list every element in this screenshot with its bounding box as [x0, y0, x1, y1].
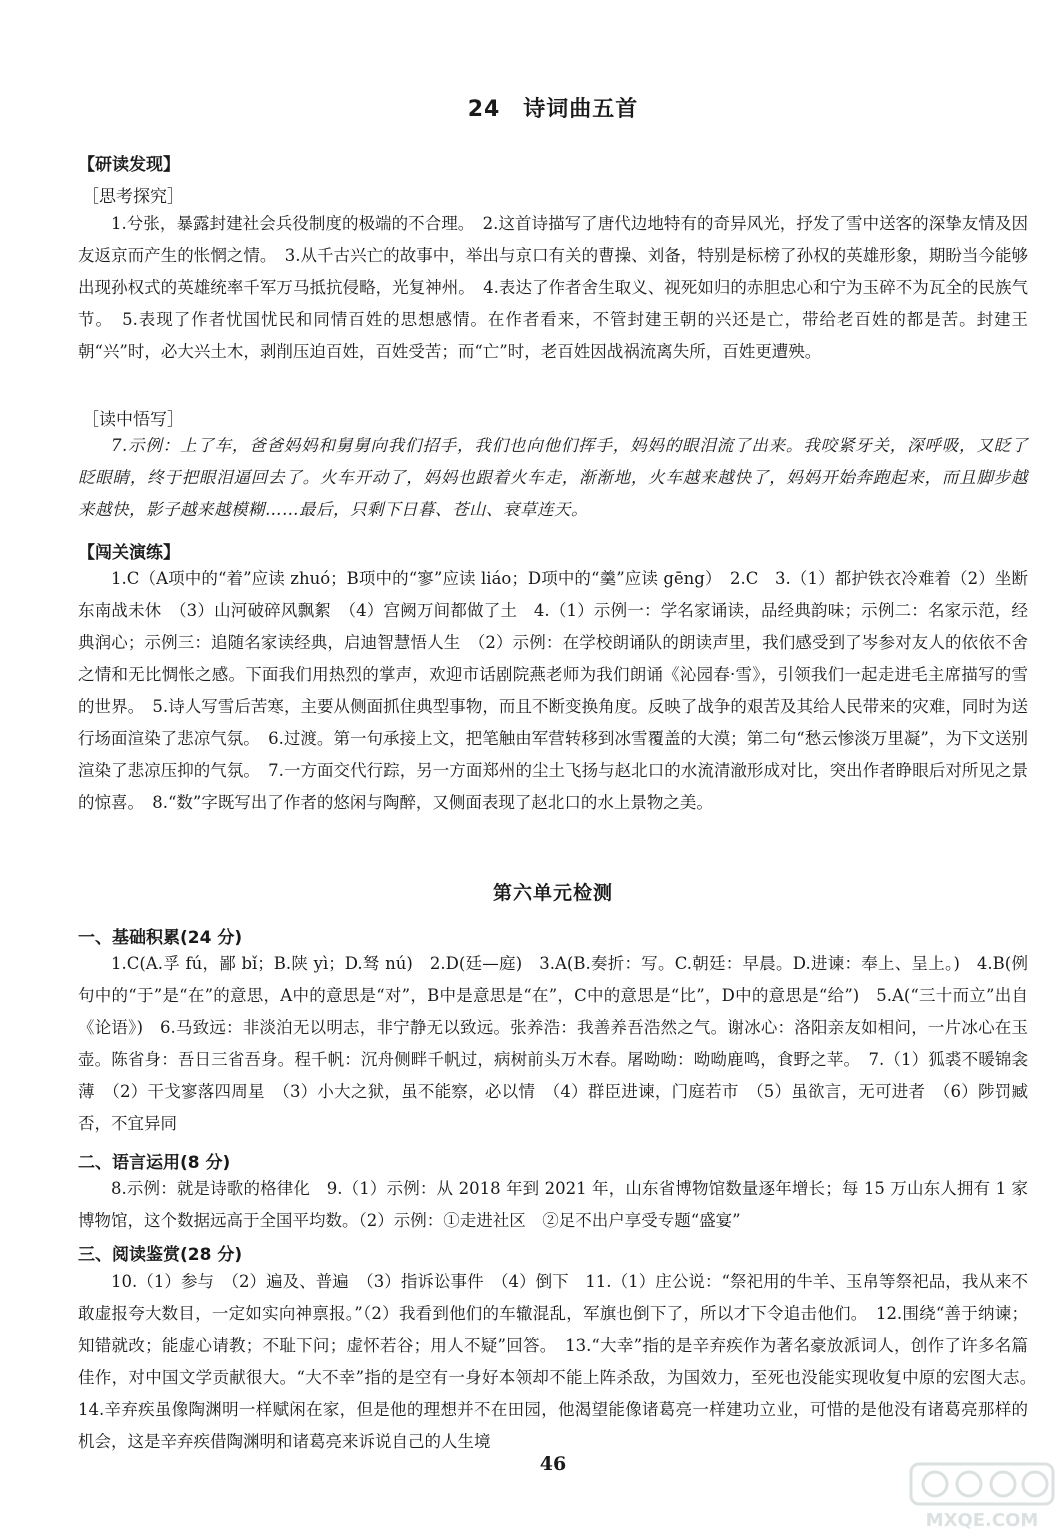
basic-heading: 一、基础积累(24 分) — [78, 928, 243, 948]
basic-answers: 1.C(A.孚 fú，鄙 bǐ；B.陕 yì；D.驽 nú) 2.D(廷—庭) 3.A(B.奏折：写。C.朝廷：早晨。D.进谏：奉上、呈上。) 4.B(例句中的“于”是“在”的意思，A中的意思是“对”，B中是意思是“在”，C中的意思是“比”，D中的意思是“给”) 5.A(“三十而立”出自《论语》) 6.马致远：非淡泊无以明志，非宁静无以致远。张养浩：我善养吾浩然之气。谢冰心：洛阳亲友如相问，一片冰心在玉壶。陈省身：吾日三省吾身。程千帆：沉舟侧畔千帆过，病树前头万木春。屠呦呦：呦呦鹿鸣，食野之苹。 7.（1）狐裘不暖锦衾薄 （2）干戈寥落四周星 （3）小大之狱，虽不能察，必以情 （4）群臣进谏，门庭若市 （5）虽欲言，无可进者 （6）陟罚臧否，不宜异同 — [78, 954, 1028, 1133]
reading-answers: 10.（1）参与 （2）遍及、普遍 （3）指诉讼事件 （4）倒下 11.（1）庄公说：“祭祀用的牛羊、玉帛等祭祀品，我从来不敢虚报夸大数目，一定如实向神禀报。”（2）我看到他们的车辙混乱，军旗也倒下了，所以才下令追击他们。 12.围绕“善于纳谏；知错就改；能虚心请教；不耻下问；虚怀若谷；用人不疑”回答。 13.“大幸”指的是辛弃疾作为著名豪放派词人，创作了许多名篇佳作，对中国文学贡献很大。“大不幸”指的是空有一身好本领却不能上阵杀敌，为国效力，至死也没能实现收复中原的宏图大志。 14.辛弃疾虽像陶渊明一样赋闲在家，但是他的理想并不在田园，他渴望能像诸葛亮一样建功立业，可惜的是他没有诸葛亮那样的机会，这是辛弃疾借陶渊明和诸葛亮来诉说自己的人生境 — [78, 1272, 1045, 1451]
watermark-text: MXQE.COM — [925, 1510, 1039, 1531]
watermark-logo — [907, 1460, 1057, 1532]
page-number: 46 — [539, 1453, 567, 1475]
think-subheading: ［思考探究］ — [82, 187, 184, 207]
practice-heading: 【闯关演练】 — [78, 543, 180, 563]
language-answers: 8.示例：就是诗歌的格律化 9.（1）示例：从 2018 年到 2021 年，山东省博物馆数量逐年增长；每 15 万山东人拥有 1 家博物馆，这个数据远高于全国平均数。（2）示例：①走进社区 ②足不出户享受专题“盛宴” — [78, 1179, 1028, 1230]
think-answers: 1.兮张，暴露封建社会兵役制度的极端的不合理。 2.这首诗描写了唐代边地特有的奇异风光，抒发了雪中送客的深挚友情及因友返京而产生的怅惘之情。 3.从千古兴亡的故事中，举出与京口有关的曹操、刘备，特别是标榜了孙权的英雄形象，期盼当今能够出现孙权式的英雄统率千军万马抵抗侵略，光复神州。 4.表达了作者舍生取义、视死如归的赤胆忠心和宁为玉碎不为瓦全的民族气节。 5.表现了作者忧国忧民和同情百姓的思想感情。在作者看来，不管封建王朝的兴还是亡，带给老百姓的都是苦。封建王朝“兴”时，必大兴土木，剥削压迫百姓，百姓受苦；而“亡”时，老百姓因战祸流离失所，百姓更遭殃。 — [78, 214, 1028, 361]
language-heading: 二、语言运用(8 分) — [78, 1153, 231, 1173]
research-heading: 【研读发现】 — [78, 155, 180, 175]
unit-title: 第六单元检测 — [492, 882, 613, 904]
practice-answers: 1.C（A项中的“着”应读 zhuó；B项中的“寥”应读 liáo；D项中的“羹”应读 gēng） 2.C 3.（1）都护铁衣冷难着（2）坐断东南战未休 （3）山河破碎风飘絮 （4）宫阙万间都做了土 4.（1）示例一：学名家诵读，品经典韵味；示例二：名家示范，经典润心；示例三：追随名家读经典，启迪智慧悟人生 （2）示例：在学校朗诵队的朗读声里，我们感受到了岑参对友人的依依不舍之情和无比惆怅之感。下面我们用热烈的掌声，欢迎市话剧院燕老师为我们朗诵《沁园春·雪》，引领我们一起走进毛主席描写的雪的世界。 5.诗人写雪后苦寒，主要从侧面抓住典型事物，而且不断变换角度。反映了战争的艰苦及其给人民带来的灾难，同时为送行场面渲染了悲凉气氛。 6.过渡。第一句承接上文，把笔触由军营转移到冰雪覆盖的大漠；第二句“愁云惨淡万里凝”，为下文送别渲染了悲凉压抑的气氛。 7.一方面交代行踪，另一方面郑州的尘土飞扬与赵北口的水流清澈形成对比，突出作者睁眼后对所见之景的惊喜。 8.“数”字既写出了作者的悠闲与陶醉，又侧面表现了赵北口的水上景物之美。 — [78, 569, 1028, 812]
read-subheading: ［读中悟写］ — [82, 410, 184, 430]
read-answer: 7.示例：上了车，爸爸妈妈和舅舅向我们招手，我们也向他们挥手，妈妈的眼泪流了出来。我咬紧牙关，深呼吸，又眨了眨眼睛，终于把眼泪逼回去了。火车开动了，妈妈也跟着火车走，渐渐地，火车越来越快了，妈妈开始奔跑起来，而且脚步越来越快，影子越来越模糊……最后，只剩下日暮、苍山、衰草连天。 — [78, 436, 1028, 519]
lesson-title: 24 诗词曲五首 — [467, 97, 639, 122]
reading-heading: 三、阅读鉴赏(28 分) — [78, 1245, 243, 1265]
